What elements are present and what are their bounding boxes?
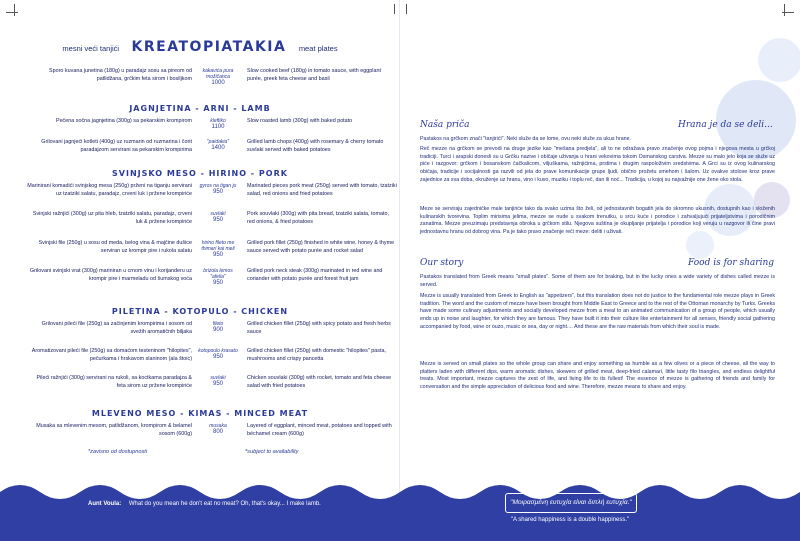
item-price-label: musaka <box>209 423 227 429</box>
item-price <box>196 183 240 195</box>
item-price-label: gyros na tigan ju <box>199 183 237 189</box>
item-description-sr: Svinjski file (250g) u sosu od meda, belog vina & majčine dušice serviran uz krompir pire i rukola salatu <box>38 240 192 254</box>
story-title-sr: Naša priča <box>420 120 470 130</box>
footnote-serbian: *zavisno od dostupnosti <box>88 449 148 455</box>
item-price <box>196 139 240 151</box>
item-description-en: Pork souvlaki (300g) with pita bread, tzatziki salata, tomato, red onions, & fried potatoes <box>247 211 390 225</box>
story-paragraph: Reč mezze na grčkom se prevodi na druge jezike kao "mešana predjela", ali to ne odražava pravo značenje ovog pojma i njegova mesta u grčkoj tradiciji. Turci i arapski donesli su u Grčku nazive i običaje uživanja u hrani vekovima tokom Osmanskog carstva. Mezze su malo jelo koja se služe uz piće i razgovor: grčkom i bosanskom čačkalicom, viljuškama, ražnjićima, prstima i drugim raspoloživim sredstvima. A Grci su iz ovog kulinarskog običaja, tradicije i socijalnosti ga razvili od jela do prave komunikacije grupe ljudi, obično prožetu smehom i šalom. Uz ovakve stolove kroz prave zajednice za sva doba, okruženje uz hranu, vino i kuvo, muziku i toplu reč, dan ili noć... Tradicija, u kojoj su najvažnije one žene oko stola. <box>420 146 775 183</box>
item-description-sr: Grilovani pileći file (250g) sa začinjenim krompirima i sosom od svežih aromatičnih biljaka <box>41 321 192 335</box>
sharing-title-sr: Hrana je da se deli... <box>678 120 773 130</box>
wave-footer <box>0 478 800 541</box>
decorative-circles <box>660 0 800 290</box>
aunt-name: Aunt Voula: <box>88 501 122 507</box>
item-price <box>196 321 240 333</box>
item-price <box>196 375 240 387</box>
section-title-chicken: PILETINA - KOTOPULO - CHICKEN <box>111 307 289 316</box>
section-title-lamb: JAGNJETINA - ARNI - LAMB <box>129 104 271 113</box>
header-prefix: mesni veći tanjići <box>62 44 120 53</box>
item-description-sr: Musaka sa mlevenim mesom, patlidžanom, krompirom & belamel sosom (600g) <box>36 423 192 437</box>
menu-item <box>0 423 400 463</box>
item-description-en: Grilled lamb chops (400g) with rosemary & cherry tomato suvlaki served with baked potatoes <box>247 139 384 153</box>
item-price <box>196 68 240 87</box>
menu-item-intro <box>0 68 400 108</box>
item-price-label: brizola lemos "afelia" <box>203 268 233 281</box>
item-price-value: 1400 <box>211 145 225 152</box>
item-description-en: Grilled pork neck steak (300g) marinated in red wine and coriander with potato purée and forest fruit jam <box>247 268 383 282</box>
story-title-en: Our story <box>420 258 464 268</box>
section-title-pork: SVINJSKO MESO - HIRINO - PORK <box>112 169 288 178</box>
item-price-value: 950 <box>212 381 223 388</box>
item-description-sr: Grilovani jagnjeći kotleti (400g) uz ruzmarin od ruzmarina i čorit paradajzom servirani sa pekarskim krompirima <box>41 139 192 153</box>
item-price <box>196 348 240 360</box>
section-title-minced-meat: MLEVENO MESO - KIMAS - MINCED MEAT <box>91 409 309 418</box>
footnote-english: *subject to availability <box>245 449 299 455</box>
menu-header <box>0 38 400 56</box>
item-price-label: kleftiko <box>210 118 226 124</box>
item-price-label: suvlaki <box>210 375 226 381</box>
item-description-sr: Pileći ražnjići (300g) servirani na rukoli, sa koctkama paradajza & feta sirom uz pržene krompiriće <box>36 375 192 389</box>
story-paragraph: Pastakos translated from Greek means "small plates". Some of them are for braking, but in the lucky ones a wide variety of dishes called mezze is served. <box>420 274 775 288</box>
item-price-value: 950 <box>212 217 223 224</box>
item-description-sr: Grilovani svinjski vrat (300g) mariniran u crnom vinu i korijanderu uz krompir pire i marmeladu od šumskog voća <box>29 268 192 282</box>
sharing-title-en: Food is for sharing <box>688 258 775 268</box>
item-description-sr: Sporo kuvana junetina (180g) u paradajz sosu sa pireom od patlidžana, grčkim feta sirom i bosiljkom <box>49 68 192 82</box>
header-title: KREATOPIATAKIA <box>131 39 287 55</box>
item-description-en: Marinated pieces pork meat (250g) served with tomato, tzatziki salad, red onions and fried potatoes <box>247 183 397 197</box>
item-price-label: kakavića pura možičanca <box>202 68 234 81</box>
item-description-en: Slow roasted lamb (300g) with baked potato <box>247 118 353 124</box>
item-price <box>196 268 240 287</box>
item-description-sr: Marinirani komadići svinjskog mesa (250g) prženi na tiganju servirani uz tzatziki salatu, paradajz, crveni luk i pržene krompiriće <box>27 183 192 197</box>
item-description-en: Grilled chicken fillet (250g) with domestic "hilopites" pasta, mushrooms and crispy pancetta <box>247 348 386 362</box>
item-description-sr: Svinjski ražnjići (300g) uz pita hleb, tzatziki salatu, paradajz, crveni luk & pržene krompiriće <box>32 211 192 225</box>
item-price <box>196 240 240 259</box>
item-price <box>196 118 240 130</box>
item-description-en: Grilled chicken fillet (250g) with spicy potato and fresh herbs sauce <box>247 321 391 335</box>
story-paragraph: Mezze is served on small plates so the whole group can share and enjoy something as humble as a few olives or a piece of cheese, all the way to platters laden with different dips, warm aromatic dishes, skewers of grilled meat, deep-fried calamari, little tasty filo triangles, and endless delightful treats. Most important, mezze captures the zest of life, and living life to its fullest! The essence of mezze is gathering of friends and family for conversation and the simple appreciation of delicious food and wine. Therefore, mezze means to share and enjoy. <box>420 361 775 391</box>
item-price <box>196 423 240 435</box>
item-price-value: 950 <box>212 189 223 196</box>
item-description-en: Grilled pork fillet (250g) finished in white wine, honey & thyme sauce served with potato purée and rocket salad <box>247 240 395 254</box>
item-price-value: 900 <box>212 327 223 334</box>
aunt-voula-quote <box>88 500 378 508</box>
menu-item <box>0 268 400 308</box>
item-price-value: 800 <box>212 429 223 436</box>
item-description-en: Chicken souvlaki (300g) with rocket, tomato and feta cheese salad with fried potatoes <box>247 375 392 389</box>
item-description-en: Slow cooked beef (180g) in tomato sauce, with eggplant purée, greek feta cheese and basil <box>247 68 381 82</box>
item-description-sr: Aromatizovani pileći file (250g) sa domaćom testeninom "hilopites", pečurkama i hrskavom slaninom (ala štoic) <box>31 348 192 362</box>
greek-quote: "Μοιρασμένη ευτυχία είναι διπλή ευτυχία." <box>505 493 637 513</box>
item-price-label: hirino fileto me thimari kai meli <box>201 240 235 253</box>
item-price-label: "paidakia" <box>206 139 230 145</box>
item-price-value: 950 <box>212 252 223 259</box>
item-description-en: Layered of eggplant, minced meat, potatoes and topped with béchamel cream (600g) <box>247 423 392 437</box>
item-price-label: suvlaki <box>210 211 226 217</box>
story-paragraph: Pastakos na grčkom znači "tanjirići". Neki služe da se lome, ovu neki služe za ukus hrane. <box>420 136 632 142</box>
item-price-value: 950 <box>212 280 223 287</box>
english-quote: "A shared happiness is a double happiness." <box>510 517 630 523</box>
item-price-label: fileto <box>212 321 224 327</box>
item-price-value: 1000 <box>211 80 225 87</box>
item-price-value: 1100 <box>211 124 225 131</box>
story-paragraph: Meze se serviraju zajedničke male tanjiriće tako da svako uzima što želi, od jednostavnih bogatih jela do skromno ukusnih, dostupnih kao i složenih kulinarskih tvorevina. Toplim mirisima jelima, mezze se nude u svakom trenutku, u srcu kuće i porodice i zahvaljujući prijateljstvima i porodičnim zanatima. Mezze preuzimaju predstavnja obroka u grčkom stilu. Njegova suština je okupljanje prijatelja i porodice koji veruju u razgovor ili čine pravi jednostavnu hranu od dobrog vina. Pa je tako pravo značenje reči meze: deliti i uživati. <box>420 206 775 236</box>
item-description-sr: Pečena sočna jagnjetina (300g) sa pekarskim krompirom <box>55 118 192 124</box>
aunt-text: What do you mean he don't eat no meat? Oh, that's okay... I make lamb. <box>128 501 321 507</box>
story-paragraph: Mezze is usually translated from Greek to English as "appetizers", but this translation does not do justice to the fundamental role mezze plays in Greek tradition. The word and the custom of mezze have been brought from Middle East to Greece and to the rest of the Ottoman monarchy by Turks. Greeks have made some culinary adjustments and socially developed mezze from a meal to an animated communication of a group of people, which usually ends up in noise and laughter, for which they are famous. They have built it into their culture like entertainment for all senses, friendly social gathering accompanied by food, wine or ouzo, music or sea, day or night.... And these are the raw materials from which their soul is made. <box>420 293 775 330</box>
item-price-value: 950 <box>212 354 223 361</box>
item-price-label: kotopoulo krasato <box>198 348 238 354</box>
header-suffix: meat plates <box>298 44 338 53</box>
item-price <box>196 211 240 223</box>
